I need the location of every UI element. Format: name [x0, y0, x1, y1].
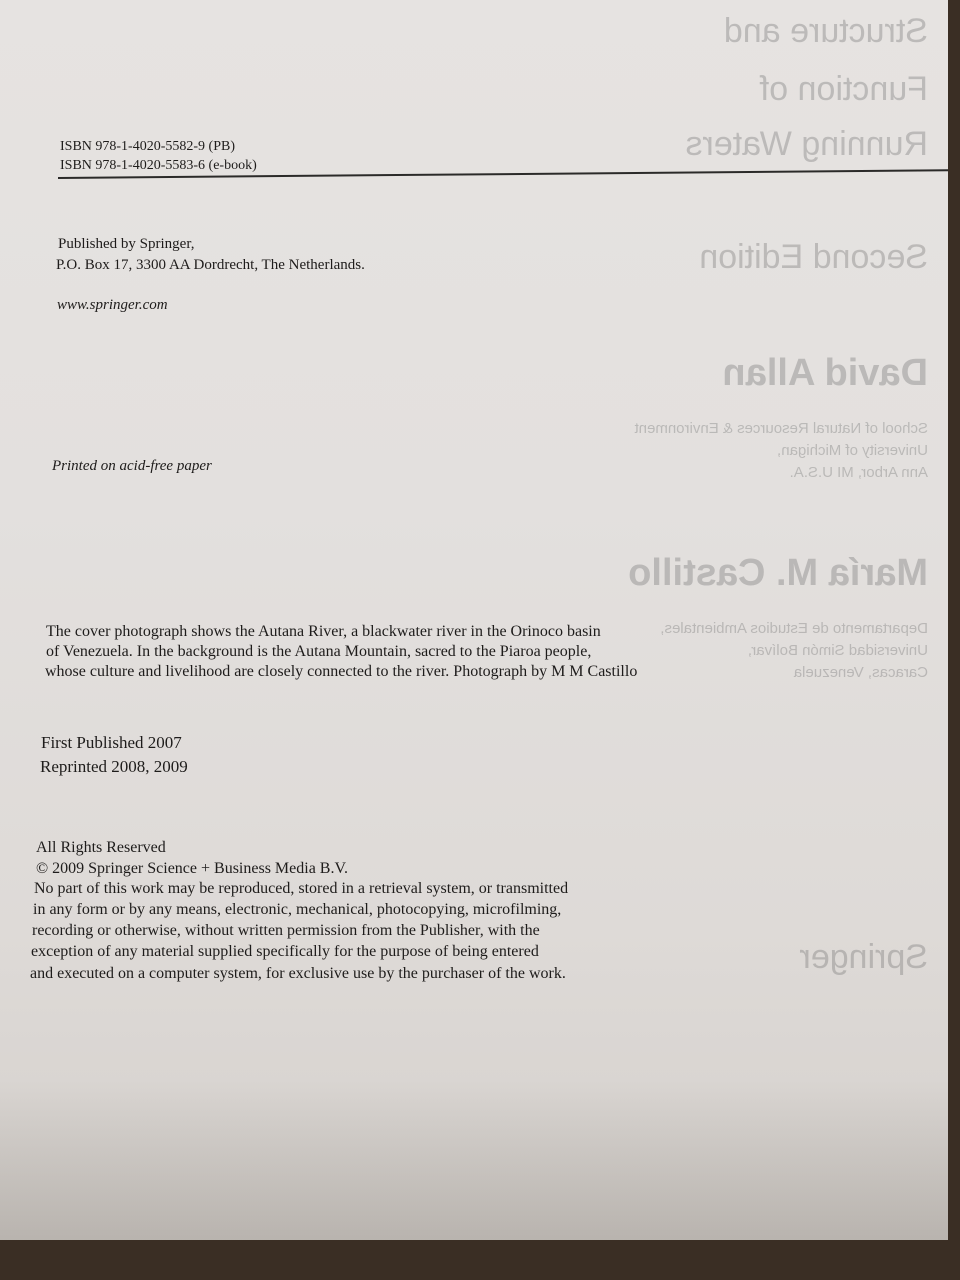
acid-free-note: Printed on acid-free paper: [52, 458, 212, 474]
isbn-pb: ISBN 978-1-4020-5582-9 (PB): [60, 139, 235, 154]
show-through-affil2c: Caracas, Venezuela: [793, 664, 928, 681]
rights-body-line1: No part of this work may be reproduced, stored in a retrieval system, or transmitted: [34, 880, 569, 897]
show-through-text: [628, 0, 948, 1000]
cover-note-line2: of Venezuela. In the background is the Autana Mountain, sacred to the Piaroa people,: [46, 643, 592, 660]
show-through-affil1c: Ann Arbor, MI U.S.A.: [789, 464, 928, 481]
show-through-line2: Function of: [759, 70, 928, 108]
publisher-line1: Published by Springer,: [58, 236, 195, 252]
publisher-website: www.springer.com: [57, 297, 168, 313]
copyright-line: © 2009 Springer Science + Business Media B.V.: [36, 860, 348, 877]
rights-reserved: All Rights Reserved: [36, 839, 166, 856]
reprinted: Reprinted 2008, 2009: [40, 757, 188, 776]
first-published: First Published 2007: [41, 733, 182, 752]
show-through-affil1a: School of Natural Resources & Environment: [634, 420, 928, 437]
show-through-author1: David Allan: [722, 352, 928, 394]
cover-note-line1: The cover photograph shows the Autana River, a blackwater river in the Orinoco basin: [46, 623, 601, 640]
rights-body-line3: recording or otherwise, without written permission from the Publisher, with the: [32, 922, 540, 939]
show-through-affil2a: Departamento de Estudios Ambientales,: [660, 620, 928, 637]
page-shadow: [0, 1080, 948, 1240]
show-through-springer: Springer: [799, 938, 928, 976]
show-through-affil1b: University of Michigan,: [777, 442, 928, 459]
show-through-edition: Second Edition: [699, 238, 928, 276]
show-through-line3: Running Waters: [685, 125, 928, 163]
rights-body-line4: exception of any material supplied specifically for the purpose of being entered: [31, 943, 539, 960]
cover-note-line3: whose culture and livelihood are closely connected to the river. Photograph by M M Castillo: [45, 663, 638, 680]
show-through-line1: Structure and: [723, 12, 928, 50]
isbn-ebook: ISBN 978-1-4020-5583-6 (e-book): [60, 158, 257, 173]
show-through-author2: María M. Castillo: [628, 552, 928, 594]
publisher-address: P.O. Box 17, 3300 AA Dordrecht, The Netherlands.: [56, 257, 365, 273]
rights-body-line2: in any form or by any means, electronic, mechanical, photocopying, microfilming,: [33, 901, 562, 918]
show-through-affil2b: Universidad Simón Bolívar,: [747, 642, 928, 659]
rights-body-line5: and executed on a computer system, for exclusive use by the purchaser of the work.: [30, 965, 566, 982]
